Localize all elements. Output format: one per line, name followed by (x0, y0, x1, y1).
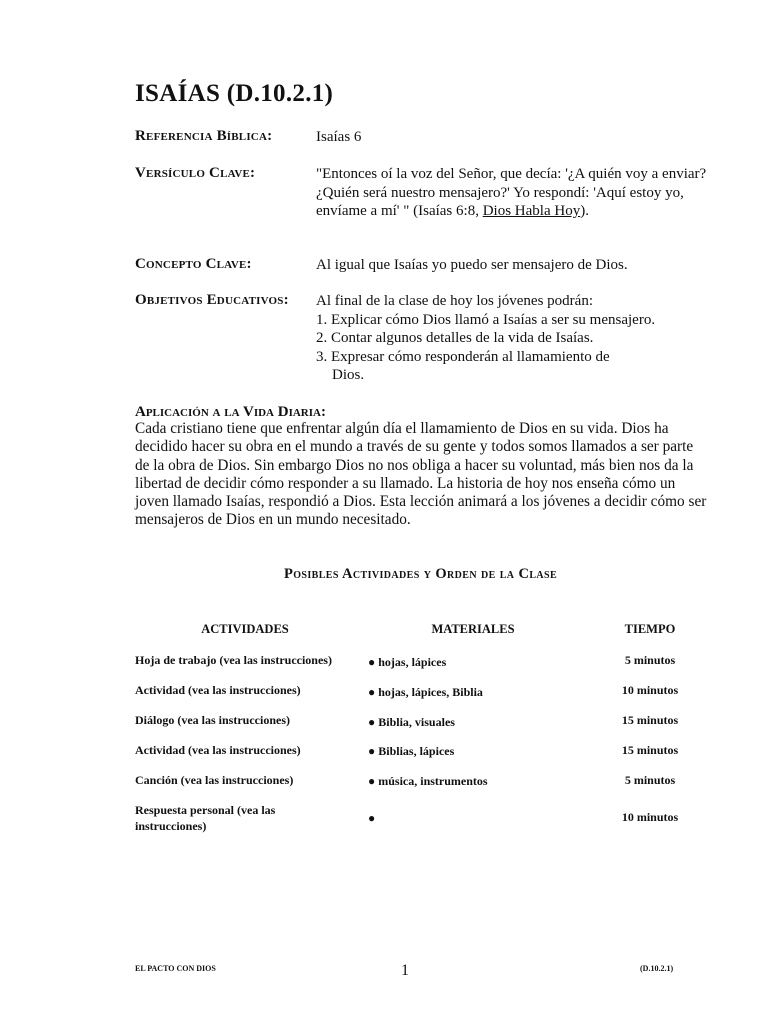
versiculo-text-end: ). (580, 203, 589, 219)
table-row-materiales: ● Biblia, visuales (368, 715, 455, 729)
table-row-materiales: ● hojas, lápices (368, 655, 447, 669)
table-row-actividad: Actividad (vea las instrucciones) (135, 743, 301, 757)
aplicacion-text: Cada cristiano tiene que enfrentar algún día el llamamiento de Dios en su vida. Dios ha decidido hacer su obra en el mundo a través de su gente y todos somos llamados a ser parte de la obra de Dios. Sin embargo Dios no nos obliga a hacer su voluntad, más bien nos da la libertad de decidir cómo responder a su llamado. La historia de hoy nos enseña cómo un joven llamado Isaías, respondió a Dios. Esta lección animará a los jóvenes a decidir cómo ser mensajeros de Dios en un mundo necesitado. (135, 420, 707, 529)
objetivos-intro: Al final de la clase de hoy los jóvenes podrán: (316, 293, 594, 309)
table-row-tiempo: 10 minutos (621, 810, 679, 824)
table-row-actividad: Respuesta personal (vea las instrucciones) (135, 803, 276, 833)
header-tiempo: TIEMPO (624, 622, 676, 636)
actividades-section-title: Posibles Actividades y Orden de la Clase (283, 566, 558, 582)
aplicacion-label: Aplicación a la Vida Diaria: (135, 404, 326, 420)
table-row-materiales: ● (368, 811, 376, 825)
concepto-label: Concepto Clave: (135, 256, 252, 272)
table-row-actividad: Canción (vea las instrucciones) (135, 773, 294, 787)
version-link[interactable]: Dios Habla Hoy (482, 203, 581, 219)
table-row-tiempo: 15 minutos (621, 713, 679, 727)
concepto-value: Al igual que Isaías yo puedo ser mensajero de Dios. (316, 257, 628, 273)
page-number: 1 (401, 962, 409, 979)
footer-right: (D.10.2.1) (640, 964, 674, 973)
objetivos-list (316, 292, 711, 385)
header-materiales: MATERIALES (431, 622, 515, 636)
objetivos-label: Objetivos Educativos: (135, 292, 289, 308)
versiculo-text: "Entonces oí la voz del Señor, que decía: '¿A quién voy a enviar? ¿Quién será nuestro mensajero?' Yo respondí: 'Aquí estoy yo, envíame a mí' " (Isaías 6:8, (316, 166, 707, 219)
table-row-actividad: Hoja de trabajo (vea las instrucciones) (135, 653, 332, 667)
objetivo-item-3: 3. Expresar cómo responderán al llamamiento de (316, 348, 610, 365)
objetivo-item-1: 1. Explicar cómo Dios llamó a Isaías a ser su mensajero. (316, 311, 656, 328)
table-row-actividad: Diálogo (vea las instrucciones) (135, 713, 290, 727)
referencia-value: Isaías 6 (316, 129, 362, 145)
table-row-materiales: ● música, instrumentos (368, 774, 488, 788)
versiculo-label: Versículo Clave: (135, 165, 256, 181)
objetivo-item-2: 2. Contar algunos detalles de la vida de Isaías. (316, 330, 594, 346)
header-actividades: ACTIVIDADES (201, 622, 289, 636)
table-row-tiempo: 15 minutos (621, 743, 679, 757)
table-row-actividad: Actividad (vea las instrucciones) (135, 683, 301, 697)
referencia-label: Referencia Bíblica: (135, 128, 273, 144)
table-row-tiempo: 10 minutos (621, 683, 679, 697)
objetivo-item-3-cont: Dios. (332, 367, 365, 383)
table-row-tiempo: 5 minutos (624, 653, 676, 667)
table-row-tiempo: 5 minutos (624, 773, 676, 787)
footer-left: EL PACTO CON DIOS (135, 964, 216, 973)
table-row-materiales: ● hojas, lápices, Biblia (368, 685, 483, 699)
versiculo-value (316, 165, 711, 221)
table-row-materiales: ● Biblias, lápices (368, 744, 455, 758)
page-title: ISAÍAS (D.10.2.1) (135, 80, 334, 107)
